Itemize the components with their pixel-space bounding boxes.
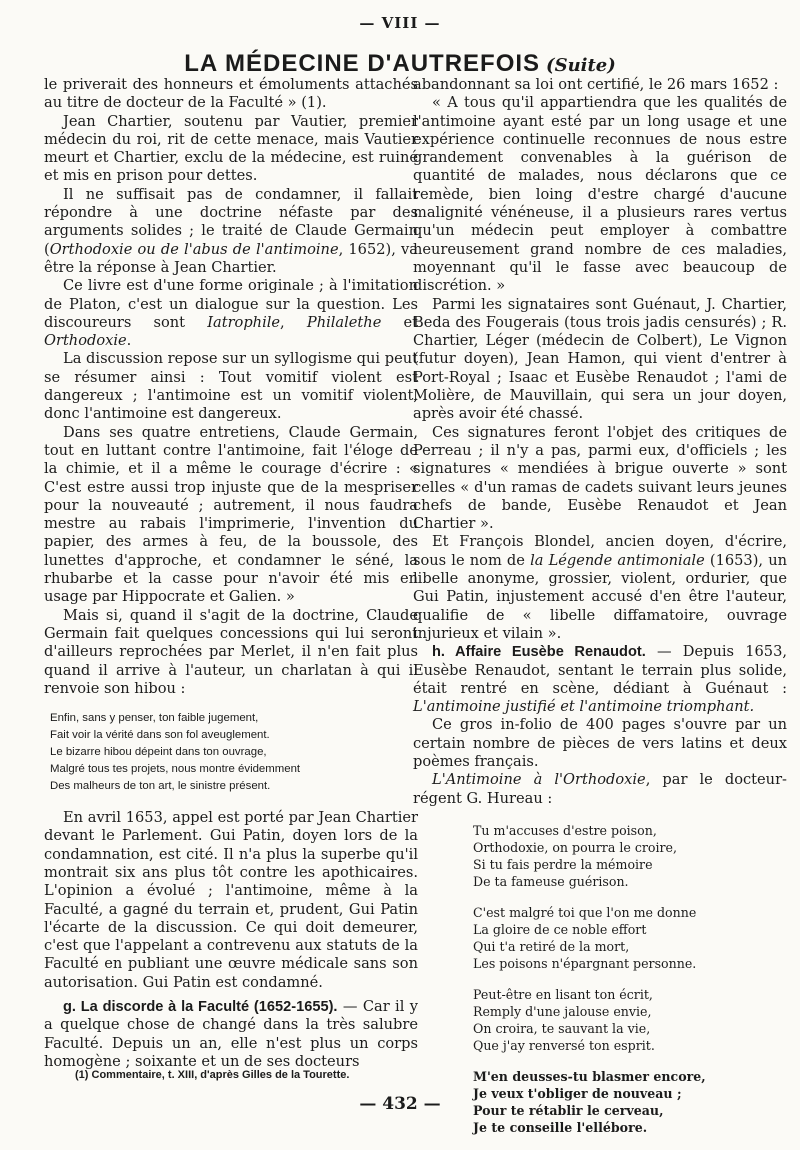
paragraph: abandonnant sa loi ont certifié, le 26 mars 1652 : bbox=[413, 76, 779, 93]
verse-line: Je te conseille l'ellébore. bbox=[473, 1119, 648, 1135]
section-paragraph: h. Affaire Eusèbe Renaudot. — Depuis 1653, Eusèbe Renaudot, sentant le terrain plus solide, était rentré en scène, dédiant à Guénaut : L'antimoine justifié et l'antimoine triomphant. bbox=[413, 643, 788, 716]
verse-line: On croira, te sauvant la vie, bbox=[473, 1020, 651, 1036]
verse-line: Si tu fais perdre la mémoire bbox=[473, 856, 653, 872]
page-header bbox=[0, 50, 800, 78]
verse-line: Que j'ay renversé ton esprit. bbox=[473, 1037, 655, 1053]
title-suite: (Suite) bbox=[546, 55, 616, 76]
paragraph: Jean Chartier, soutenu par Vautier, premier médecin du roi, rit de cette menace, mais Vautier meurt et Chartier, exclu de la médecine, est ruiné et mis en prison pour dettes. bbox=[44, 112, 418, 185]
paragraph: La discussion repose sur un syllogisme qui peut se résumer ainsi : Tout vomitif violent est dangereux ; l'antimoine est un vomitif violent, donc l'antimoine est dangereux. bbox=[44, 350, 418, 423]
paragraph: Il ne suffisait pas de condamner, il fallait répondre à une doctrine néfaste par des arguments solides ; le traité de Claude Germain (Orthodoxie ou de l'abus de l'antimoine, 1652), va être la réponse à Jean Chartier. bbox=[44, 185, 418, 276]
footnote: (1) Commentaire, t. XIII, d'après Gilles de la Tourette. bbox=[75, 1069, 350, 1081]
verse-line: Les poisons n'épargnant personne. bbox=[473, 955, 697, 971]
verse-line: Le bizarre hibou dépeint dans ton ouvrage, bbox=[50, 746, 267, 759]
verse-line: Des malheurs de ton art, le sinistre présent. bbox=[50, 780, 271, 793]
verse-line: C'est malgré toi que l'on me donne bbox=[473, 904, 697, 920]
paragraph: Ce gros in-folio de 400 pages s'ouvre par un certain nombre de pièces de vers latins et deux poèmes français. bbox=[413, 716, 787, 770]
paragraph: Ces signatures feront l'objet des critiques de Perreau ; il n'y a pas, parmi eux, d'officiels ; les signatures « mendiées à brigue ouverte » sont celles « d'un ramas de cadets suivant leurs jeunes chefs de bande, Eusèbe Renaudot et Jean Chartier ». bbox=[413, 423, 787, 533]
paragraph: En avril 1653, appel est porté par Jean Chartier devant le Parlement. Gui Patin, doyen lors de la condamnation, est cité. Il n'a plus la superbe qu'il montrait six ans plus tôt contre les apothicaires. L'opinion a évolué ; l'antimoine, même à la Faculté, a gagné du terrain et, prudent, Gui Patin l'écarte de la discussion. Ce qui doit demeurer, c'est que l'appelant a contrevenu aux statuts de la Faculté en publiant une œuvre médicale sans son autorisation. Gui Patin est condamné. bbox=[44, 809, 418, 991]
paragraph: le priverait des honneurs et émoluments attachés au titre de docteur de la Faculté » (1). bbox=[44, 76, 418, 112]
section-heading: h. Affaire Eusèbe Renaudot. bbox=[432, 644, 646, 661]
page-number: — 432 — bbox=[359, 1094, 441, 1114]
paragraph: Et François Blondel, ancien doyen, d'écrire, sous le nom de la Légende antimoniale (1653), un libelle anonyme, grossier, violent, ordurier, que Gui Patin, injustement accusé d'en être l'auteur, qualifie de « libelle diffamatoire, ouvrage injurieux et vilain ». bbox=[413, 533, 787, 642]
section-heading: g. La discorde à la Faculté (1652-1655). bbox=[63, 999, 338, 1016]
verse-line: Enfin, sans y penser, ton faible jugement, bbox=[50, 712, 259, 725]
verse-line: Je veux t'obliger de nouveau ; bbox=[473, 1085, 682, 1101]
verse-line: Remply d'une jalouse envie, bbox=[473, 1003, 652, 1019]
page-title: LA MÉDECINE D'AUTREFOIS bbox=[184, 50, 541, 77]
poem bbox=[473, 822, 787, 1136]
verse-line: De ta fameuse guérison. bbox=[473, 873, 629, 889]
paragraph: Ce livre est d'une forme originale ; à l'imitation de Platon, c'est un dialogue sur la question. Les discoureurs sont Iatrophile, Philalethe et Orthodoxie. bbox=[44, 277, 419, 350]
verse-line: Qui t'a retiré de la mort, bbox=[473, 938, 630, 954]
verse-line: Pour te rétablir le cerveau, bbox=[473, 1102, 664, 1118]
paragraph: Parmi les signataires sont Guénaut, J. Chartier, Beda des Fougerais (tous trois jadis censurés) ; R. Chartier, Léger (médecin de Colbert), Le Vignon (futur doyen), Jean Hamon, qui vient d'entrer à Port-Royal ; Isaac et Eusèbe Renaudot ; l'ami de Molière, de Mauvillain, qui sera un jour doyen, après avoir été chassé. bbox=[413, 295, 787, 423]
verse-line: Orthodoxie, on pourra le croire, bbox=[473, 839, 677, 855]
verse-line: M'en deusses-tu blasmer encore, bbox=[473, 1068, 706, 1084]
stanza bbox=[473, 822, 787, 890]
running-page-number: — VIII — bbox=[359, 14, 441, 32]
paragraph: Mais si, quand il s'agit de la doctrine, Claude Germain fait quelques concessions qui lui seront d'ailleurs reprochées par Merlet, il n'en fait plus quand il arrive à l'auteur, un charlatan à qui il renvoie son hibou : bbox=[44, 606, 418, 697]
quote-paragraph: « A tous qu'il appartiendra que les qualités de l'antimoine ayant esté par un long usage et une expérience continuelle reconnues de nous estre grandement convenables à la guérison de quantité de malades, nous déclarons que ce remède, bien loing d'estre chargé d'aucune malignité vénéneuse, il a plusieurs rares vertus qu'un médecin peut employer à combattre heureusement grand nombre de ces maladies, moyennant qu'il le fasse avec beaucoup de discrétion. » bbox=[413, 94, 787, 295]
book-title: Orthodoxie ou de l'abus de l'antimoine bbox=[49, 240, 339, 258]
section-paragraph: g. La discorde à la Faculté (1652-1655). — Car il y a quelque chose de changé dans la très salubre Faculté. Depuis un an, elle n'est plus un corps homogène ; soixante et un de ses docteurs bbox=[44, 998, 418, 1070]
verse-line: Peut-être en lisant ton écrit, bbox=[473, 986, 653, 1002]
verse-line: Fait voir la vérité dans son fol aveuglement. bbox=[50, 729, 270, 742]
verse-line: Malgré tous tes projets, nous montre évidemment bbox=[50, 763, 301, 776]
paragraph: L'Antimoine à l'Orthodoxie, par le docteur-régent G. Hureau : bbox=[413, 771, 787, 807]
stanza bbox=[473, 904, 787, 972]
paragraph: Dans ses quatre entretiens, Claude Germain, tout en luttant contre l'antimoine, fait l'éloge de la chimie, et il a même le courage d'écrire : « C'est estre aussi trop injuste que de la mespriser pour la nouveauté ; autrement, il nous faudra mestre au rabais l'imprimerie, l'invention du papier, des armes à feu, de la boussole, des lunettes d'approche, et condamner le séné, la rhubarbe et la casse pour n'avoir été mis en usage par Hippocrate et Galien. » bbox=[44, 423, 418, 606]
verse-line: Tu m'accuses d'estre poison, bbox=[473, 822, 657, 838]
verse-quote bbox=[44, 710, 418, 795]
left-column bbox=[44, 76, 418, 1071]
stanza bbox=[473, 986, 787, 1054]
right-column bbox=[413, 76, 787, 1150]
verse-line: La gloire de ce noble effort bbox=[473, 921, 647, 937]
